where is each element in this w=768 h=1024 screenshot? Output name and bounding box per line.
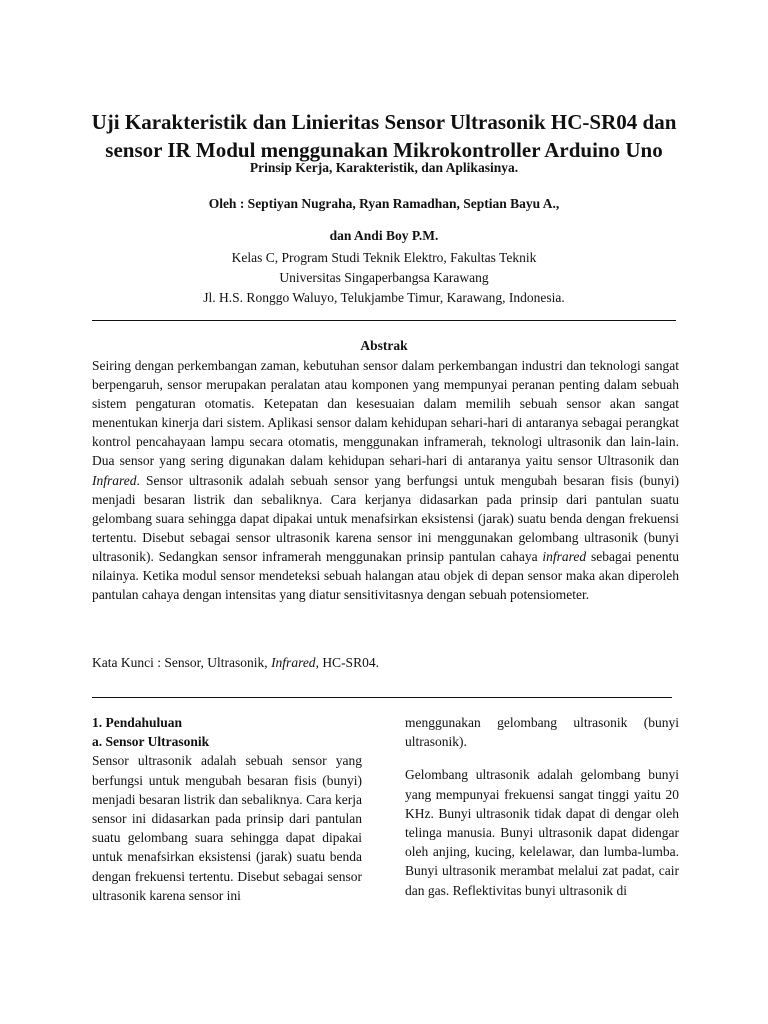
authors-line-1: Oleh : Septiyan Nugraha, Ryan Ramadhan, Septian Bayu A., xyxy=(208,196,560,211)
left-column xyxy=(92,713,362,905)
keywords-suffix: , HC-SR04. xyxy=(315,655,379,670)
abstract-heading: Abstrak xyxy=(360,338,408,353)
keywords-prefix: Kata Kunci : Sensor, Ultrasonik, xyxy=(92,655,272,670)
keywords-italic: Infrared xyxy=(271,655,316,670)
subsection-heading: a. Sensor Ultrasonik xyxy=(92,734,210,750)
section-heading: 1. Pendahuluan xyxy=(92,715,183,730)
authors-line-2: dan Andi Boy P.M. xyxy=(329,228,439,243)
abstract-body xyxy=(92,356,679,604)
affiliation-line-3: Jl. H.S. Ronggo Waluyo, Telukjambe Timur, Karawang, Indonesia. xyxy=(203,290,565,305)
affiliation xyxy=(60,248,708,308)
left-paragraph: Sensor ultrasonik adalah sebuah sensor yang berfungsi untuk mengubah besaran fisis (bunyi) menjadi besaran listrik dan sebaliknya. Cara kerja sensor ini didasarkan pada prinsip dari pantulan suatu gelombang suara sehingga dapat dipakai untuk menafsirkan eksistensi (jarak) suatu benda dengan frekuensi tertentu. Disebut sebagai sensor ultrasonik karena sensor ini xyxy=(92,753,362,903)
author-list xyxy=(60,188,708,252)
abstract-italic-1: Infrared xyxy=(92,472,137,488)
title-line-2: sensor IR Modul menggunakan Mikrokontroller Arduino Uno xyxy=(105,138,663,162)
right-paragraph-2: Gelombang ultrasonik adalah gelombang bunyi yang mempunyai frekuensi sangat tinggi yaitu 20 KHz. Bunyi ultrasonik tidak dapat di dengar oleh telinga manusia. Bunyi ultrasonik dapat didengar oleh anjing, kucing, kelelawar, dan lumba-lumba. Bunyi ultrasonik merambat melalui zat padat, cair dan gas. Reflektivitas bunyi ultrasonik di xyxy=(405,767,679,898)
header-divider xyxy=(92,320,676,321)
right-paragraph-1: menggunakan gelombang ultrasonik (bunyi ultrasonik). xyxy=(405,715,679,750)
paper-title xyxy=(60,108,708,164)
affiliation-line-2: Universitas Singaperbangsa Karawang xyxy=(279,270,489,285)
keywords xyxy=(92,653,676,673)
paper-subtitle: Prinsip Kerja, Karakteristik, dan Aplikasinya. xyxy=(249,160,519,175)
abstract-italic-2: infrared xyxy=(542,548,587,564)
abstract-text-1: Seiring dengan perkembangan zaman, kebutuhan sensor dalam perkembangan industri dan teknologi sangat berpengaruh, sensor merupakan peralatan atau komponen yang mempunyai peranan penting dalam sebuah sistem pengaturan otomatis. Ketepatan dan kesesuaian dalam memilih sebuah sensor akan sangat menentukan kinerja dari sistem. Aplikasi sensor dalam kehidupan sehari-hari di antaranya sebagai perangkat kontrol pencahayaan lampu secara otomatis, menggunakan inframerah, teknologi ultrasonik dan lain-lain. Dua sensor yang sering digunakan dalam kehidupan sehari-hari di antaranya yaitu sensor Ultrasonik dan xyxy=(92,358,679,469)
title-line-1: Uji Karakteristik dan Linieritas Sensor Ultrasonik HC-SR04 dan xyxy=(91,110,677,134)
affiliation-line-1: Kelas C, Program Studi Teknik Elektro, Fakultas Teknik xyxy=(231,250,537,265)
abstract-divider xyxy=(92,697,672,698)
abstract-text-2: . Sensor ultrasonik adalah sebuah sensor yang berfungsi untuk mengubah besaran fisis (bunyi) menjadi besaran listrik dan sebaliknya. Cara kerjanya didasarkan pada prinsip dari pantulan suatu gelombang suara sehingga dapat dipakai untuk menafsirkan eksistensi (jarak) suatu benda dengan frekuensi tertentu. Disebut sebagai sensor ultrasonik karena sensor ini menggunakan gelombang ultrasonik (bunyi ultrasonik). Sedangkan sensor inframerah menggunakan prinsip pantulan cahaya xyxy=(92,472,679,564)
abstract-text-3: sebagai penentu nilainya. Ketika modul sensor mendeteksi sebuah halangan atau objek di depan sensor maka akan diperoleh pantulan cahaya dengan intensitas yang diatur sensitivitasnya dengan sebuah potensiometer. xyxy=(92,548,679,603)
right-column xyxy=(405,713,679,900)
